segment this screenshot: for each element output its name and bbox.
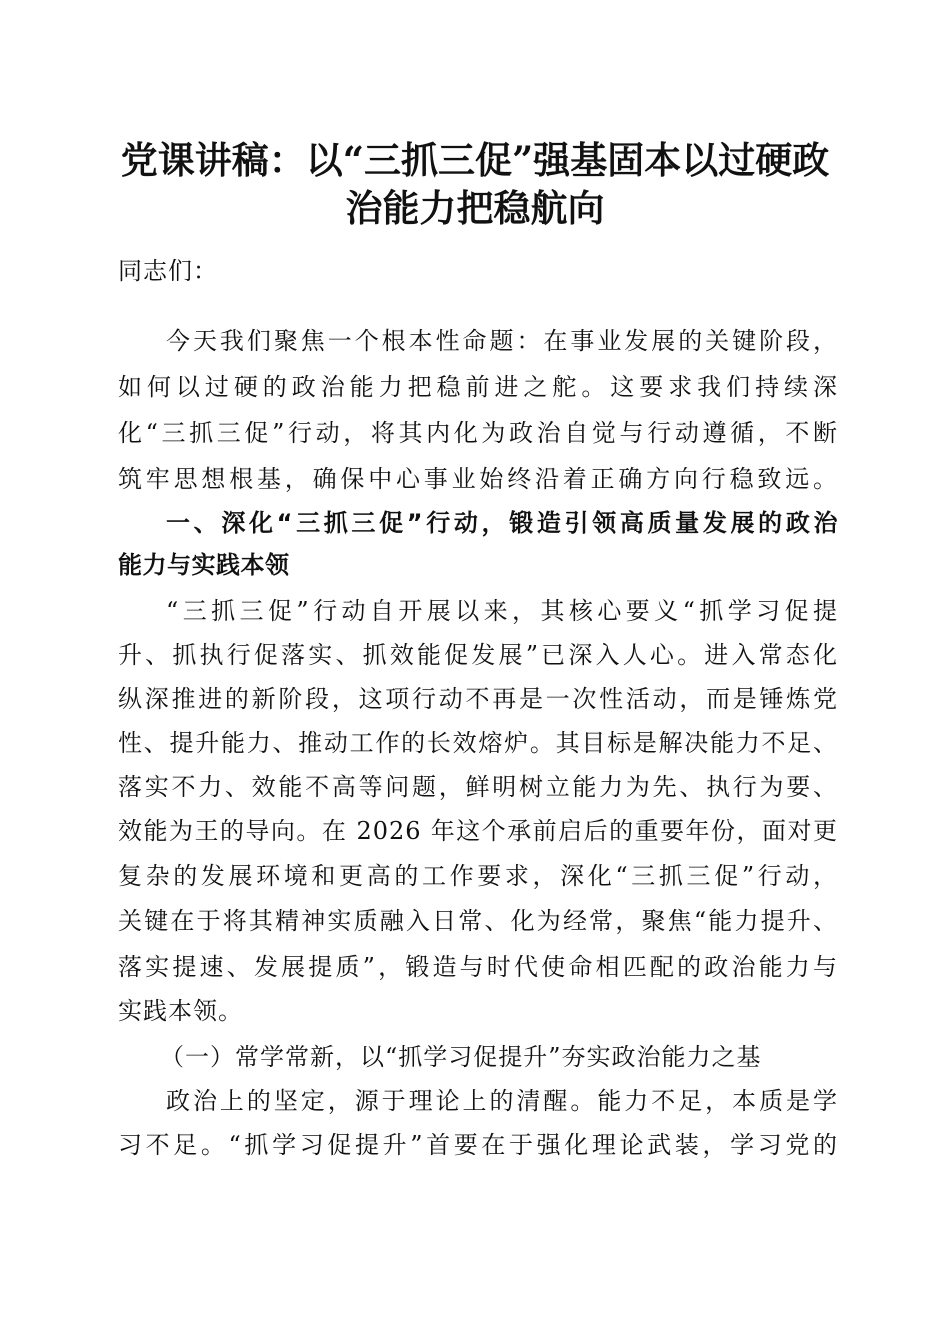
subsection-heading-1: （一）常学常新，以“抓学习促提升”夯实政治能力之基 bbox=[160, 1043, 762, 1071]
paragraph-line: 效能为王的导向。在 2026 年这个承前启后的重要年份，面对更 bbox=[118, 817, 838, 845]
intro-line: 今天我们聚焦一个根本性命题：在事业发展的关键阶段， bbox=[166, 327, 838, 355]
paragraph-line: 落实不力、效能不高等问题，鲜明树立能力为先、执行为要、 bbox=[118, 773, 838, 801]
intro-line: 筑牢思想根基，确保中心事业始终沿着正确方向行稳致远。 bbox=[118, 465, 838, 493]
paragraph-line: 实践本领。 bbox=[118, 997, 243, 1025]
document-title-line-2: 治能力把稳航向 bbox=[345, 186, 605, 230]
section-heading-1: 一、深化“三抓三促”行动，锻造引领高质量发展的政治 bbox=[166, 509, 838, 537]
section-heading-1-cont: 能力与实践本领 bbox=[118, 551, 290, 579]
paragraph-line: 复杂的发展环境和更高的工作要求，深化“三抓三促”行动， bbox=[118, 862, 838, 890]
intro-line: 如何以过硬的政治能力把稳前进之舵。这要求我们持续深 bbox=[118, 373, 838, 401]
paragraph-line: 落实提速、发展提质”，锻造与时代使命相匹配的政治能力与 bbox=[118, 953, 838, 981]
paragraph-line: “三抓三促”行动自开展以来，其核心要义“抓学习促提 bbox=[166, 597, 838, 625]
paragraph-line: 关键在于将其精神实质融入日常、化为经常，聚焦“能力提升、 bbox=[118, 907, 838, 935]
paragraph-line: 升、抓执行促落实、抓效能促发展”已深入人心。进入常态化 bbox=[118, 641, 838, 669]
paragraph-line: 政治上的坚定，源于理论上的清醒。能力不足，本质是学 bbox=[166, 1087, 838, 1115]
paragraph-line: 习不足。“抓学习促提升”首要在于强化理论武装，学习党的 bbox=[118, 1131, 838, 1159]
document-title-line-1: 党课讲稿：以“三抓三促”强基固本以过硬政 bbox=[120, 138, 830, 182]
paragraph-line: 纵深推进的新阶段，这项行动不再是一次性活动，而是锤炼党 bbox=[118, 685, 838, 713]
intro-line: 化“三抓三促”行动，将其内化为政治自觉与行动遵循，不断 bbox=[118, 419, 838, 447]
paragraph-line: 性、提升能力、推动工作的长效熔炉。其目标是解决能力不足、 bbox=[118, 729, 838, 757]
greeting: 同志们： bbox=[118, 257, 218, 285]
